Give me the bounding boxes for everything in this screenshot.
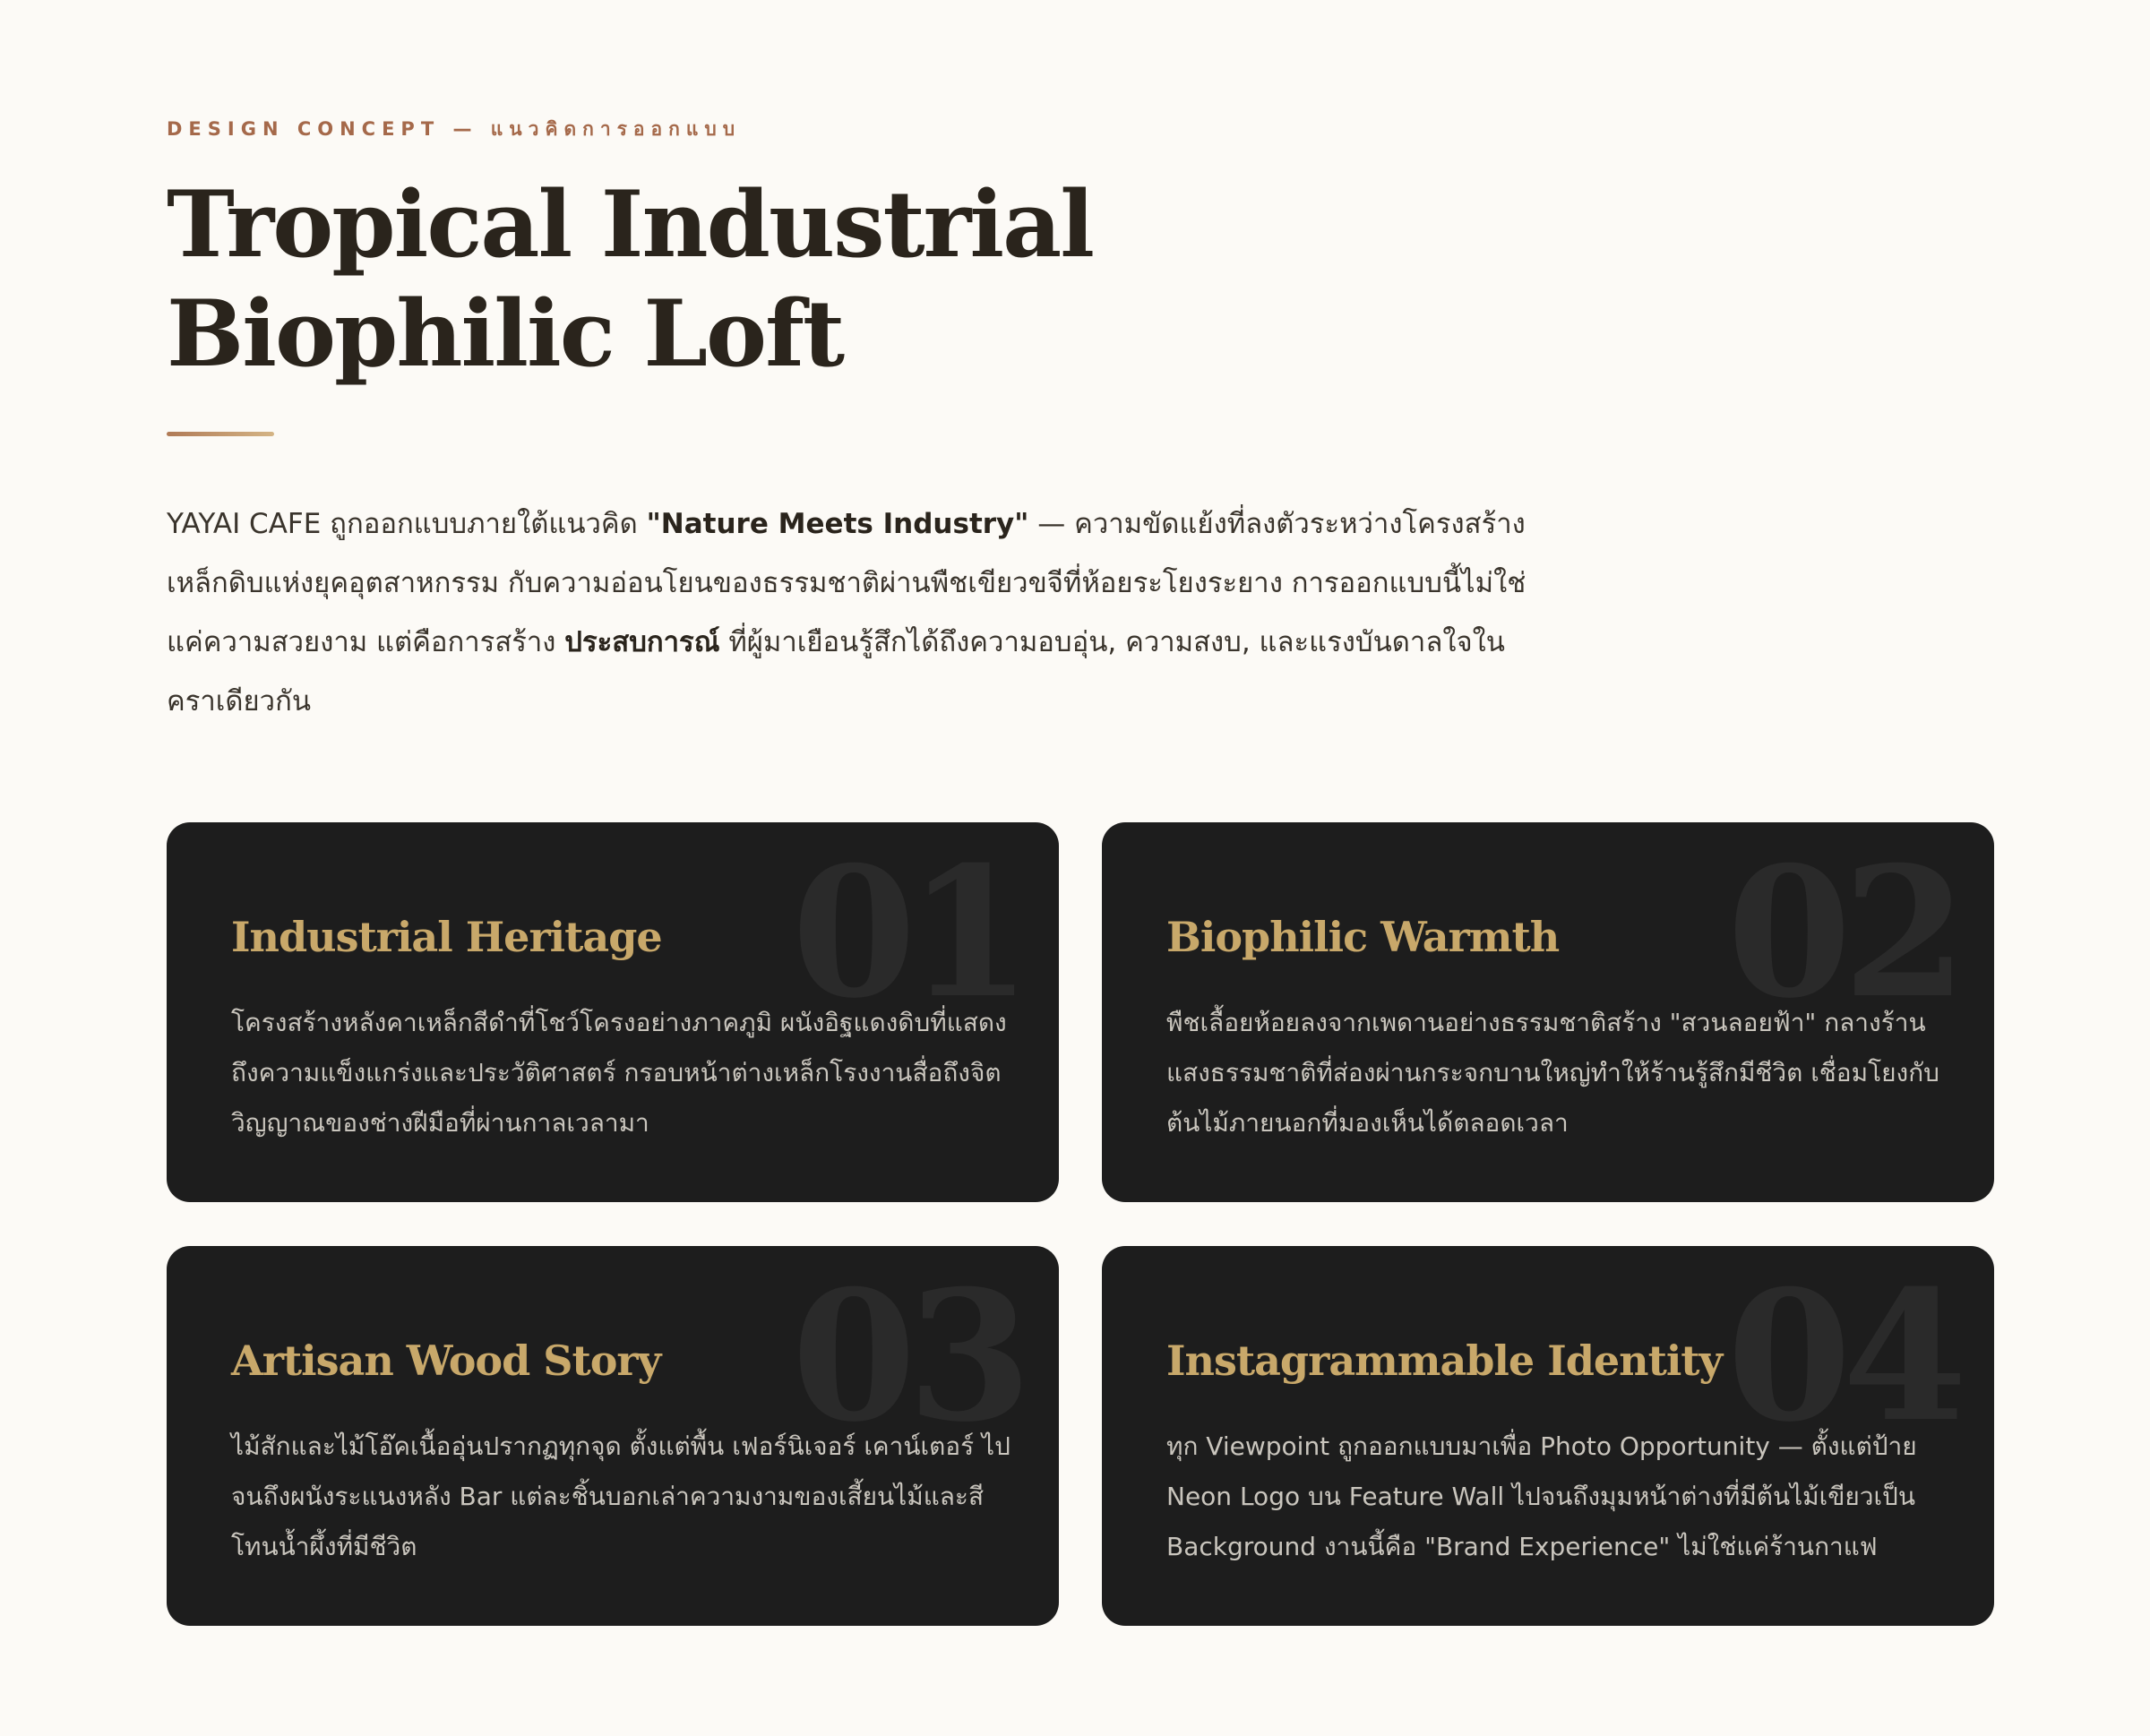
intro-emphasis: ประสบการณ์ xyxy=(564,626,720,658)
title-divider xyxy=(167,432,274,436)
card-title: Biophilic Warmth xyxy=(1166,913,1560,961)
card-number: 01 xyxy=(791,828,1023,1038)
page-title-line-1: Tropical Industrial xyxy=(167,171,1093,279)
card-title: Industrial Heritage xyxy=(231,913,662,961)
concept-card-instagrammable-identity xyxy=(1102,1246,1994,1626)
card-number: 02 xyxy=(1726,828,1958,1038)
card-description: ทุก Viewpoint ถูกออกแบบมาเพื่อ Photo Opportunity — ตั้งแต่ป้าย Neon Logo บน Feature Wall ไปจนถึงมุมหน้าต่างที่มีต้นไม้เขียวเป็น Background งานนี้คือ "Brand Experience" ไม่ใช่แค่ร้านกาแฟ xyxy=(1166,1431,1917,1561)
card-title: Artisan Wood Story xyxy=(231,1336,661,1385)
card-description: โครงสร้างหลังคาเหล็กสีดำที่โชว์โครงอย่างภาคภูมิ ผนังอิฐแดงดิบที่แสดงถึงความแข็งแกร่งและประวัติศาสตร์ กรอบหน้าต่างเหล็กโรงงานสื่อถึงจิตวิญญาณของช่างฝีมือที่ผ่านกาลเวลามา xyxy=(231,1008,1007,1138)
intro-text-2: — ความขัดแย้งที่ลงตัวระหว่างโครงสร้างเหล็กดิบแห่งยุคอุตสาหกรรม กับความอ่อนโยนของธรรมชาติผ่านพืชเขียวขจีที่ห้อยระโยงระยาง การออกแบบนี้ไม่ใช่แค่ความสวยงาม แต่คือการสร้าง xyxy=(167,508,1526,658)
concept-card-biophilic-warmth xyxy=(1102,822,1994,1202)
page-title-line-2: Biophilic Loft xyxy=(167,280,844,388)
intro-text-1: YAYAI CAFE ถูกออกแบบภายใต้แนวคิด xyxy=(167,508,647,540)
card-number: 04 xyxy=(1726,1251,1958,1462)
card-title: Instagrammable Identity xyxy=(1166,1336,1723,1385)
intro-paragraph xyxy=(167,494,1528,731)
card-number: 03 xyxy=(791,1251,1023,1462)
concept-card-artisan-wood-story xyxy=(167,1246,1059,1626)
intro-quote: "Nature Meets Industry" xyxy=(646,508,1029,540)
section-eyebrow: DESIGN CONCEPT — แนวคิดการออกแบบ xyxy=(167,118,742,140)
concept-card-industrial-heritage xyxy=(167,822,1059,1202)
intro-text-3: ที่ผู้มาเยือนรู้สึกได้ถึงความอบอุ่น, ความสงบ, และแรงบันดาลใจในคราเดียวกัน xyxy=(167,626,1505,718)
card-description: ไม้สักและไม้โอ๊คเนื้ออุ่นปรากฏทุกจุด ตั้งแต่พื้น เฟอร์นิเจอร์ เคาน์เตอร์ ไปจนถึงผนังระแนงหลัง Bar แต่ละชิ้นบอกเล่าความงามของเสี้ยนไม้และสีโทนน้ำผึ้งที่มีชีวิต xyxy=(231,1431,1010,1561)
card-description: พืชเลื้อยห้อยลงจากเพดานอย่างธรรมชาติสร้าง "สวนลอยฟ้า" กลางร้าน แสงธรรมชาติที่ส่องผ่านกระจกบานใหญ่ทำให้ร้านรู้สึกมีชีวิต เชื่อมโยงกับต้นไม้ภายนอกที่มองเห็นได้ตลอดเวลา xyxy=(1166,1008,1939,1138)
page-title xyxy=(167,170,1093,389)
